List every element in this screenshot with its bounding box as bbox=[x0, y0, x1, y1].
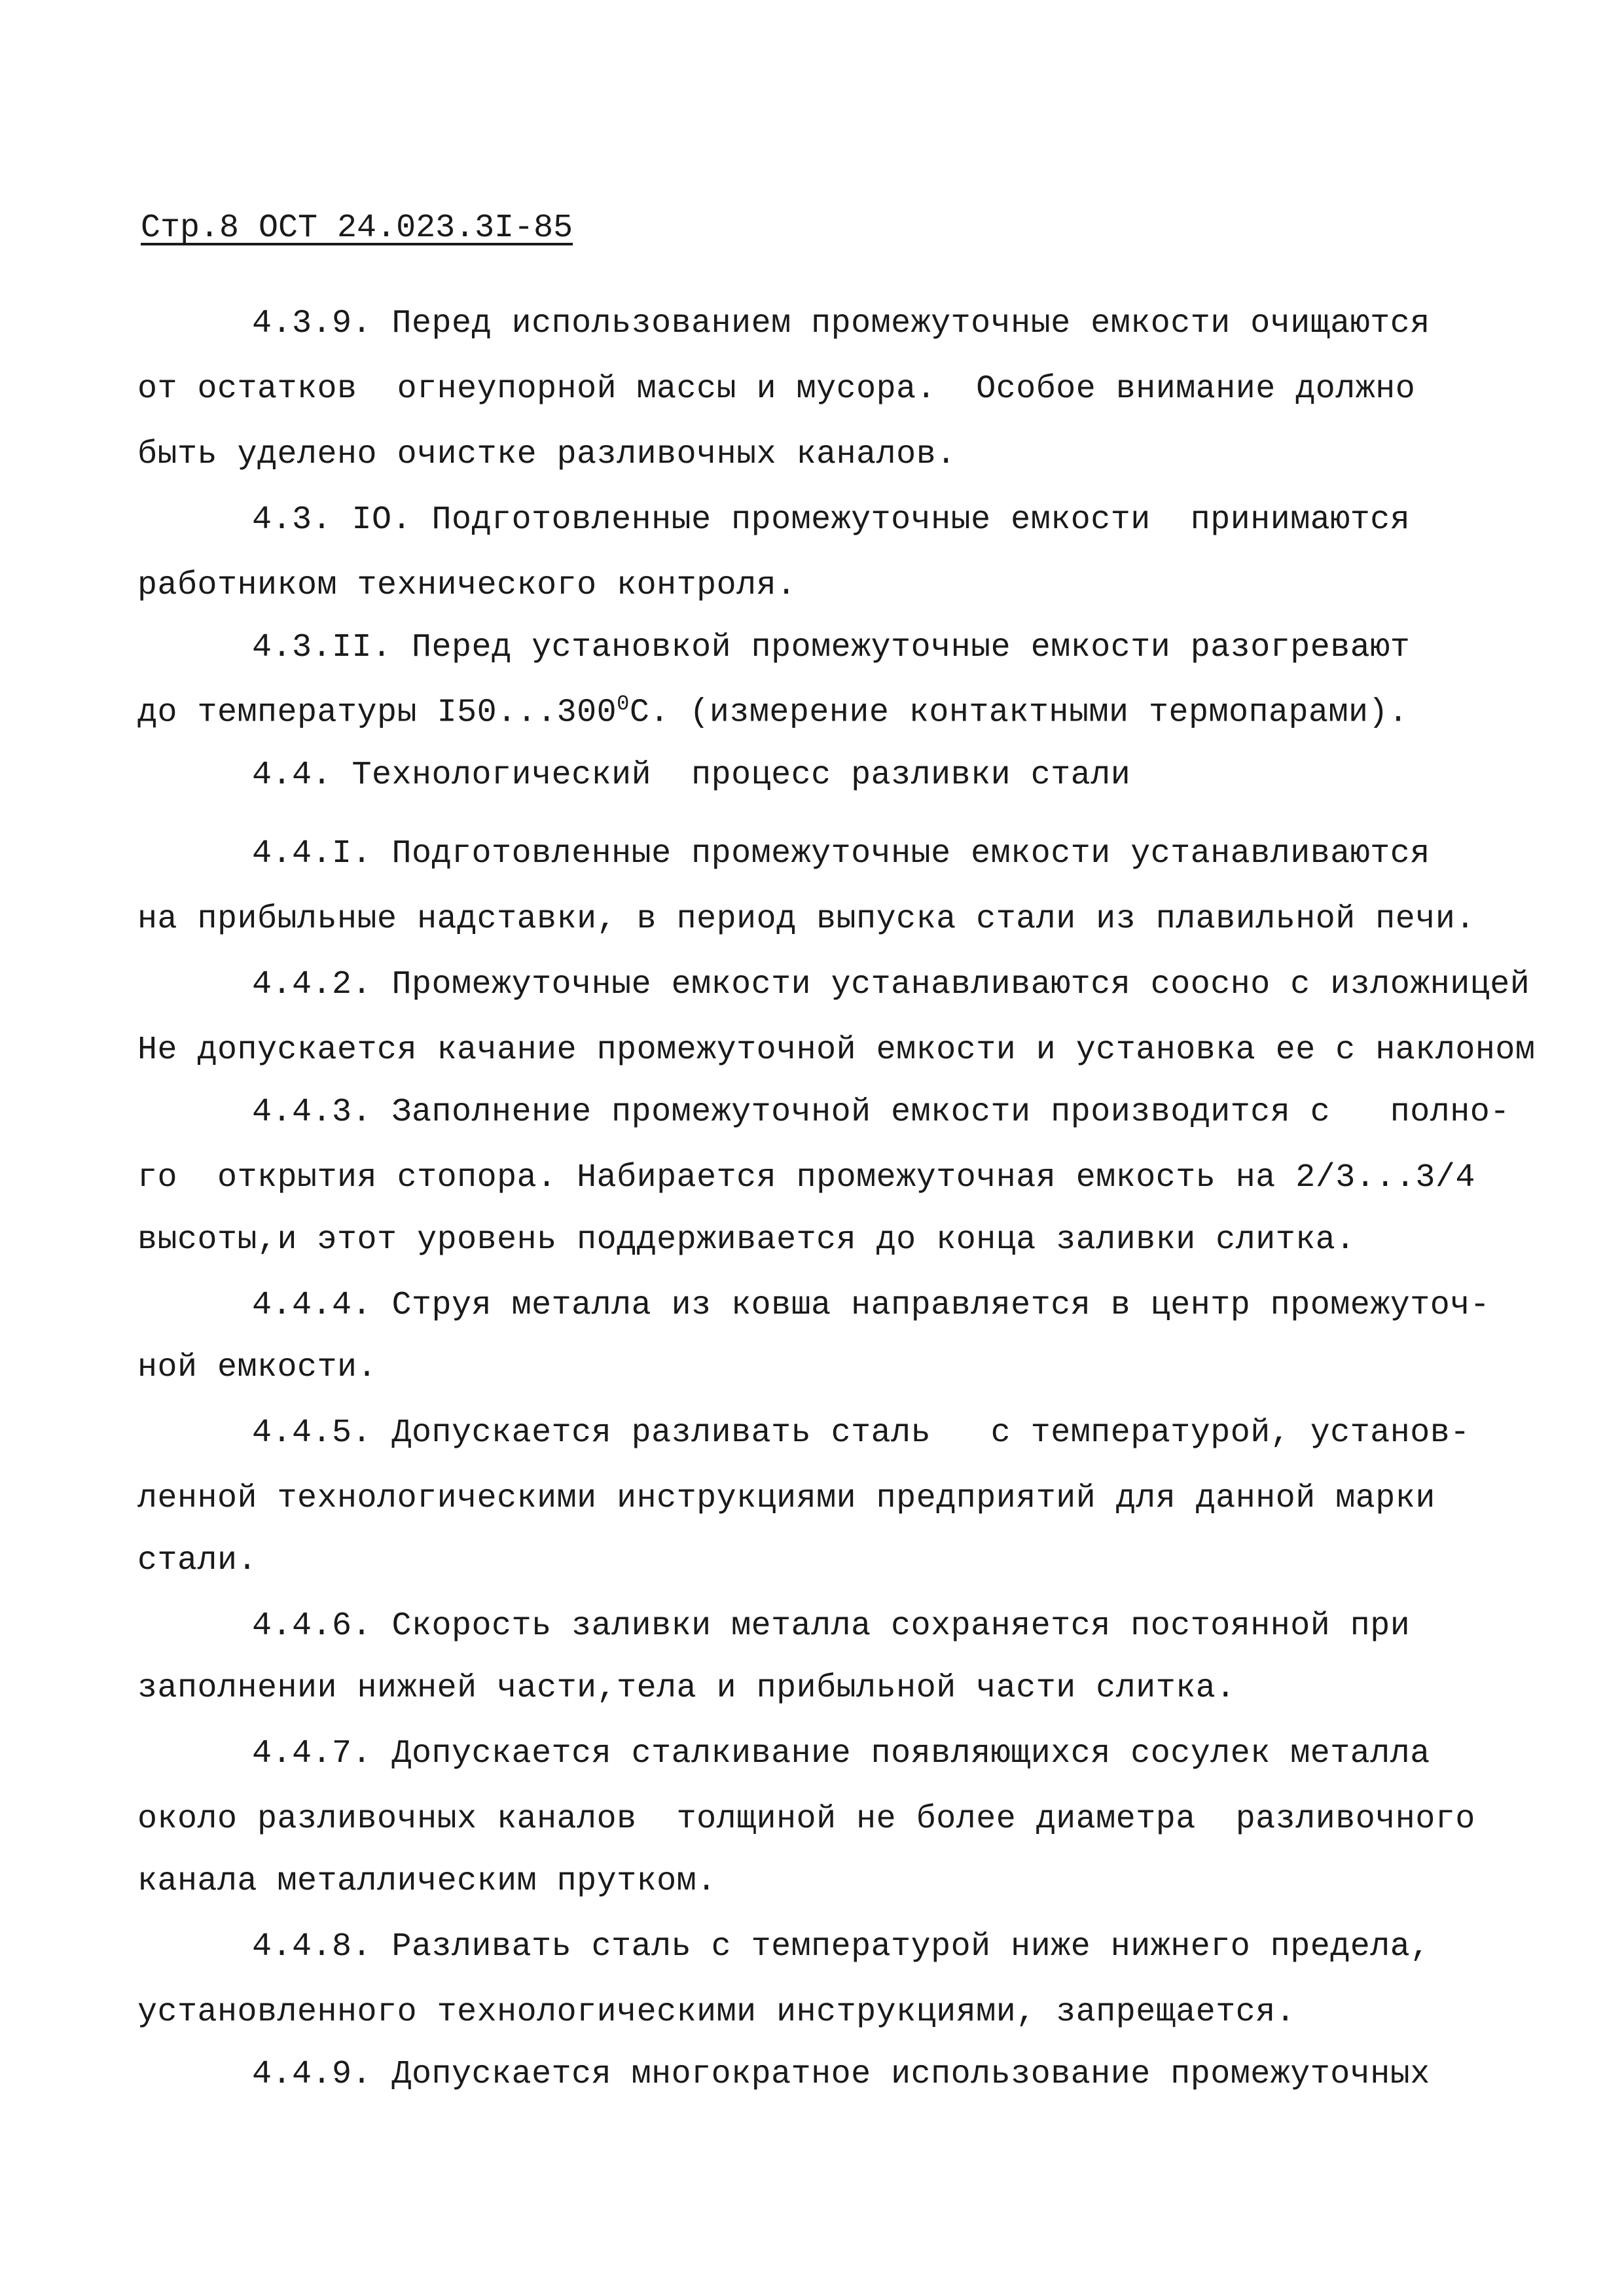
text-line: 4.3.II. Перед установкой промежуточные емкости разогревают bbox=[252, 629, 1411, 666]
text-line: 4.4.6. Скорость заливки металла сохраняется постоянной при bbox=[252, 1607, 1411, 1645]
text-line: от остатков огнеупорной массы и мусора. Особое внимание должно bbox=[137, 370, 1416, 408]
text-line: на прибыльные надставки, в период выпуска стали из плавильной печи. bbox=[137, 901, 1475, 938]
text-line: 4.4.I. Подготовленные промежуточные емкости устанавливаются bbox=[252, 835, 1430, 872]
text-line: быть уделено очистке разливочных каналов. bbox=[137, 436, 956, 473]
text-line: 4.4.4. Струя металла из ковша направляется в центр промежуточ- bbox=[252, 1287, 1490, 1324]
text-line: 4.4.2. Промежуточные емкости устанавливаются соосно с изложницей bbox=[252, 966, 1530, 1003]
text-line: работником технического контроля. bbox=[137, 567, 797, 604]
text-line: 4.4.3. Заполнение промежуточной емкости производится с полно- bbox=[252, 1094, 1510, 1131]
text-line: го открытия стопора. Набирается промежуточная емкость на 2/3...3/4 bbox=[137, 1159, 1475, 1196]
temperature-unit: C. bbox=[629, 694, 670, 732]
text-line: 4.4.9. Допускается многократное использование промежуточных bbox=[252, 2056, 1430, 2093]
text-line: 4.4.5. Допускается разливать сталь с температурой, установ- bbox=[252, 1414, 1470, 1452]
degree-mark: 0 bbox=[617, 692, 630, 716]
text-line: 4.3.9. Перед использованием промежуточные емкости очищаются bbox=[252, 305, 1430, 342]
text-line: канала металлическим прутком. bbox=[137, 1863, 717, 1900]
section-heading: 4.4. Технологический процесс разливки стали bbox=[252, 757, 1131, 794]
temperature-text: до температуры I50...300 bbox=[137, 694, 617, 732]
text-line-temperature bbox=[137, 694, 1409, 730]
text-line: высоты,и этот уровень поддерживается до конца заливки слитка. bbox=[137, 1221, 1356, 1259]
measurement-note: (измерение контактными термопарами). bbox=[669, 694, 1409, 732]
text-line: ной емкости. bbox=[137, 1349, 378, 1386]
text-line: 4.4.8. Разливать сталь с температурой ниже нижнего предела, bbox=[252, 1928, 1430, 1965]
text-line: ленной технологическими инструкциями предприятий для данной марки bbox=[137, 1480, 1435, 1517]
text-line: установленного технологическими инструкциями, запрещается. bbox=[137, 1994, 1296, 2031]
text-line: около разливочных каналов толщиной не более диаметра разливочного bbox=[137, 1801, 1475, 1838]
text-line: стали. bbox=[137, 1542, 258, 1579]
text-line: 4.4.7. Допускается сталкивание появляющихся сосулек металла bbox=[252, 1735, 1430, 1772]
page-header: Стр.8 ОСТ 24.023.3I-85 bbox=[141, 209, 573, 247]
text-line: заполнении нижней части,тела и прибыльной части слитка. bbox=[137, 1670, 1236, 1707]
text-line: 4.3. IO. Подготовленные промежуточные емкости принимаются bbox=[252, 501, 1411, 539]
text-line: Не допускается качание промежуточной емкости и установка ее с наклоном bbox=[137, 1031, 1536, 1069]
